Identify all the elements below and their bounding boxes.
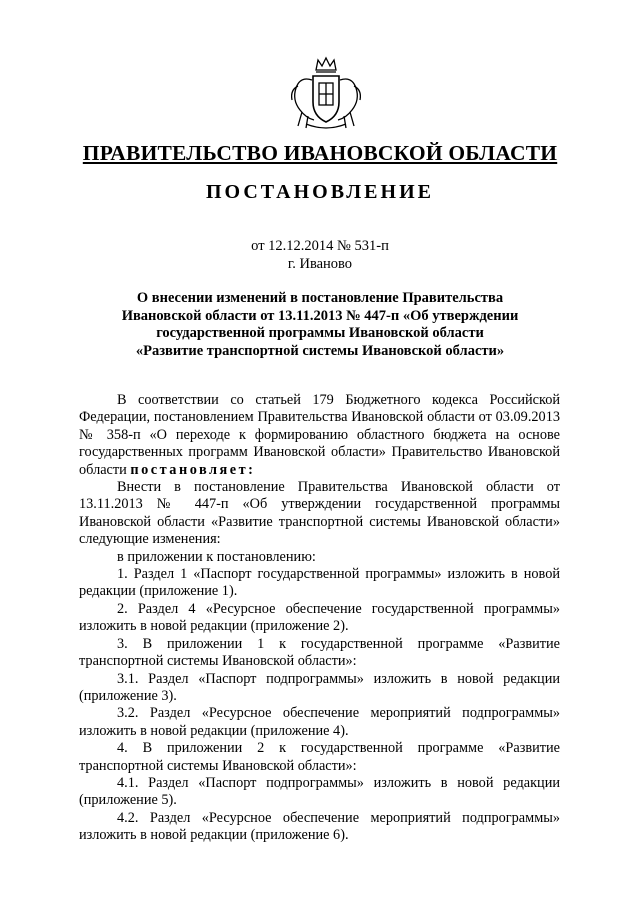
document-type: ПОСТАНОВЛЕНИЕ — [206, 181, 434, 203]
intro-text: В соответствии со статьей 179 Бюджетного кодекса Российской Федерации, постановлением Правительства Ивановской области от 03.09.2013 № 358-п «О переходе к формированию областного бюджета на основе государственных программ Ивановской области» Правительство Ивановской области — [79, 392, 560, 478]
paragraph: 4.2. Раздел «Ресурсное обеспечение мероприятий подпрограммы» изложить в новой редакции (приложение 6). — [79, 809, 560, 844]
document-title — [80, 290, 560, 360]
title-line: Ивановской области от 13.11.2013 № 447-п «Об утверждении — [121, 307, 519, 324]
title-line: государственной программы Ивановской области — [156, 325, 484, 341]
paragraph: 2. Раздел 4 «Ресурсное обеспечение государственной программы» изложить в новой редакции (приложение 2). — [79, 600, 560, 635]
city: г. Иваново — [287, 256, 353, 272]
paragraph: в приложении к постановлению: — [117, 548, 316, 565]
title-line: «Развитие транспортной системы Ивановской области» — [135, 342, 505, 359]
paragraph: Внести в постановление Правительства Ивановской области от 13.11.2013 № 447-п «Об утверждении государственной программы Ивановской области «Развитие транспортной системы Ивановской области» следующие изменения: — [79, 479, 560, 548]
paragraph-intro — [79, 392, 560, 479]
coat-of-arms-icon — [286, 56, 366, 132]
paragraph: 3. В приложении 1 к государственной программе «Развитие транспортной системы Ивановской области»: — [79, 635, 560, 670]
paragraph: 1. Раздел 1 «Паспорт государственной программы» изложить в новой редакции (приложение 1). — [79, 566, 560, 600]
paragraph: 4. В приложении 2 к государственной программе «Развитие транспортной системы Ивановской области»: — [79, 740, 560, 774]
organization-name: ПРАВИТЕЛЬСТВО ИВАНОВСКОЙ ОБЛАСТИ — [82, 141, 558, 165]
paragraph: 3.2. Раздел «Ресурсное обеспечение мероприятий подпрограммы» изложить в новой редакции (приложение 4). — [79, 705, 560, 739]
paragraph: 3.1. Раздел «Паспорт подпрограммы» изложить в новой редакции (приложение 3). — [79, 670, 560, 704]
title-line: О внесении изменений в постановление Правительства — [136, 290, 504, 306]
document-body — [79, 392, 560, 845]
date-and-number: от 12.12.2014 № 531-п — [251, 238, 389, 254]
resolves-word: постановляет: — [130, 461, 256, 478]
paragraph: 4.1. Раздел «Паспорт подпрограммы» изложить в новой редакции (приложение 5). — [79, 774, 560, 809]
